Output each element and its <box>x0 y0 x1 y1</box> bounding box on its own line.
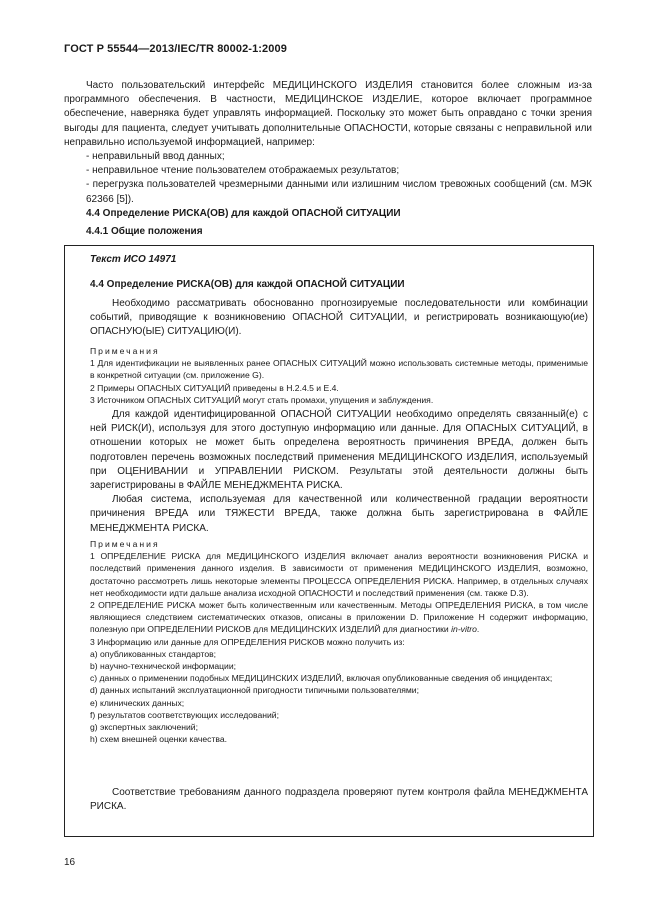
box-notes-2 <box>90 538 588 745</box>
intro-paragraph: Часто пользовательский интерфейс МЕДИЦИНСКОГО ИЗДЕЛИЯ становится более сложным из-за программного обеспечения. В частности, МЕДИЦИНСКОЕ ИЗДЕЛИЕ, которое включает программное обеспечение, наверняка будет управлять информацией. Поскольку это может быть оправдано с точки зрения выгоды для пациента, следует учитывать дополнительные ОПАСНОСТИ, которые связаны с неправильной или неправильно используемой информацией, например: <box>64 80 592 148</box>
source-item: b) научно-технической информации; <box>90 661 237 672</box>
box-paragraph-3-text: Любая система, используемая для качественной или количественной градации вероятности причинения ВРЕДА или ТЯЖЕСТИ ВРЕДА, также должна быть зарегистрирована в ФАЙЛЕ МЕНЕДЖМЕНТА РИСКА. <box>90 494 588 534</box>
note-item: 2 Примеры ОПАСНЫХ СИТУАЦИЙ приведены в Н.2.4.5 и Е.4. <box>90 382 339 393</box>
box-paragraph-1-text: Необходимо рассматривать обоснованно прогнозируемые последовательности или комбинации событий, приводящие к возникновению ОПАСНОЙ СИТУАЦИИ, и регистрировать возникающую(ие) ОПАСНУЮ(ЫЕ) СИТУАЦИЮ(И). <box>90 298 588 338</box>
subsection-heading: 4.4.1 Общие положения <box>86 226 203 237</box>
box-source-label: Текст ИСО 14971 <box>90 254 177 265</box>
note-item: 3 Источником ОПАСНЫХ СИТУАЦИЙ могут стать промахи, упущения и заблуждения. <box>90 394 434 405</box>
notes-label: Примечания <box>90 539 160 549</box>
source-item: d) данных испытаний эксплуатационной пригодности типичными пользователями; <box>90 685 419 696</box>
note-item: 1 Для идентификации не выявленных ранее ОПАСНЫХ СИТУАЦИЙ можно использовать системные методы, применимые в конкретной ситуации (см. приложение G). <box>90 358 588 381</box>
source-item: f) результатов соответствующих исследований; <box>90 709 279 720</box>
notes-label: Примечания <box>90 346 160 356</box>
box-paragraph-2 <box>90 408 588 536</box>
note-item: 1 ОПРЕДЕЛЕНИЕ РИСКА для МЕДИЦИНСКОГО ИЗДЕЛИЯ включает анализ вероятности возникновения РИСКА и последствий применения данного изделия. В зависимости от применения МЕДИЦИНСКОГО ИЗДЕЛИЯ, возможно, достаточно рассмотреть лишь некоторые элементы ПРОЦЕССА ОПРЕДЕЛЕНИЯ РИСКА. Например, в отдельных случаях нет необходимости идти дальше анализа исходной ОПАСНОСТИ и последствий применения (см. также D.3). <box>90 551 588 598</box>
source-item: a) опубликованных стандартов; <box>90 648 217 659</box>
intro-list-item: - неправильное чтение пользователем отображаемых результатов; <box>86 165 400 177</box>
box-conformance <box>90 786 588 814</box>
box-paragraph-2-text: Для каждой идентифицированной ОПАСНОЙ СИТУАЦИИ необходимо определять связанный(е) с ней РИСК(И), используя для этого доступную информацию или данные. Для ОПАСНЫХ СИТУАЦИЙ, в отношении которых не может быть определена вероятность причинения ВРЕДА, должен быть подготовлен перечень возможных последствий применения МЕДИЦИНСКОГО ИЗДЕЛИЯ, используемый при ОЦЕНИВАНИИ и УПРАВЛЕНИИ РИСКОМ. Результаты этой деятельности должны быть зарегистрированы в ФАЙЛЕ МЕНЕДЖМЕНТА РИСКА. <box>90 409 588 492</box>
source-item: c) данных о применении подобных МЕДИЦИНСКИХ ИЗДЕЛИЙ, включая опубликованные сведения об инцидентах; <box>90 673 553 684</box>
document-header: ГОСТ Р 55544—2013/IEC/TR 80002-1:2009 <box>64 43 287 55</box>
source-item: g) экспертных заключений; <box>90 722 198 733</box>
source-item: e) клинических данных; <box>90 697 185 708</box>
note-item: 3 Информацию или данные для ОПРЕДЕЛЕНИЯ РИСКОВ можно получить из: <box>90 636 405 647</box>
box-notes-1 <box>90 345 588 406</box>
section-heading: 4.4 Определение РИСКА(ОВ) для каждой ОПАСНОЙ СИТУАЦИИ <box>86 208 401 219</box>
source-item: h) схем внешней оценки качества. <box>90 734 228 745</box>
box-heading: 4.4 Определение РИСКА(ОВ) для каждой ОПАСНОЙ СИТУАЦИИ <box>90 279 405 290</box>
intro-list-item: - неправильный ввод данных; <box>86 151 225 163</box>
box-paragraph-1 <box>90 297 588 340</box>
conformance-text: Соответствие требованиям данного подраздела проверяют путем контроля файла МЕНЕДЖМЕНТА РИСКА. <box>90 787 588 813</box>
intro-list-item: - перегрузка пользователей чрезмерными данными или излишним числом тревожных сообщений (см. МЭК 62366 [5]). <box>86 179 592 205</box>
intro-text <box>64 79 592 207</box>
page-number: 16 <box>64 857 76 868</box>
note-item: 2 ОПРЕДЕЛЕНИЕ РИСКА может быть количественным или качественным. Методы ОПРЕДЕЛЕНИЯ РИСКА, в том числе являющиеся следствием систематических отказов, описаны в приложении D. Приложение Н содержит информацию, полезную при ОПРЕДЕЛЕНИИ РИСКОВ для МЕДИЦИНСКИХ ИЗДЕЛИЙ для диагностики in-vitro. <box>90 600 588 635</box>
